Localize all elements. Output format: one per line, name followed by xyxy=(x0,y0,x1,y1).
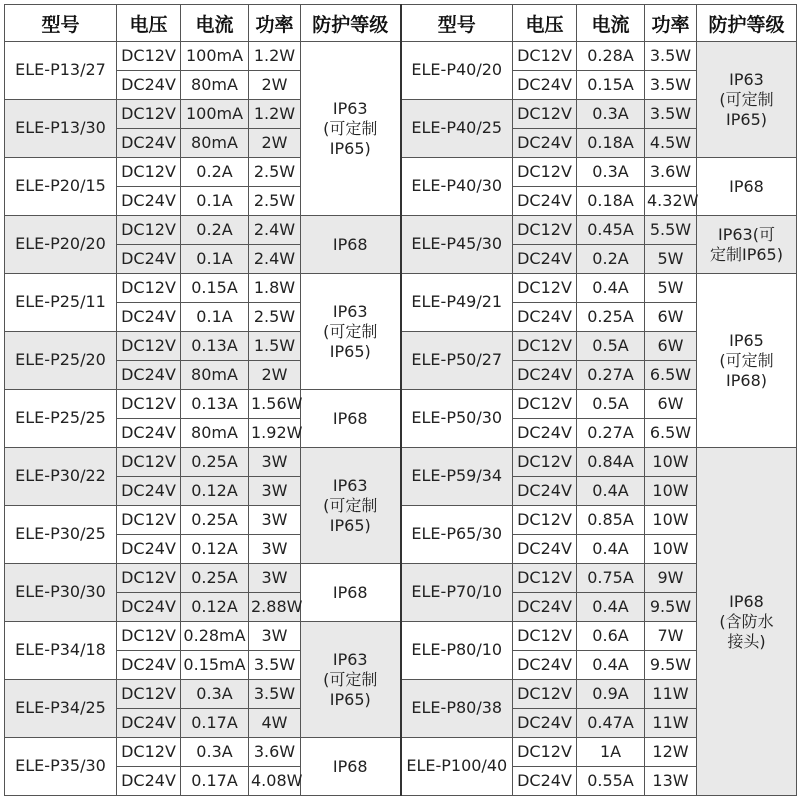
voltage-cell: DC24V xyxy=(513,709,577,738)
protection-cell xyxy=(697,42,797,158)
power-cell: 3.5W xyxy=(249,680,301,709)
power-cell: 5W xyxy=(645,274,697,303)
protection-cell xyxy=(697,448,797,796)
voltage-cell: DC12V xyxy=(117,622,181,651)
voltage-cell: DC24V xyxy=(117,303,181,332)
power-cell: 13W xyxy=(645,767,697,796)
protection-header: 防护等级 xyxy=(301,5,401,42)
voltage-cell: DC24V xyxy=(513,129,577,158)
voltage-cell: DC12V xyxy=(513,158,577,187)
table-row xyxy=(5,506,797,535)
power-cell: 2W xyxy=(249,129,301,158)
voltage-cell: DC24V xyxy=(117,245,181,274)
power-cell: 2.5W xyxy=(249,158,301,187)
voltage-cell: DC24V xyxy=(513,71,577,100)
protection-line: IP63 xyxy=(332,301,368,321)
power-cell: 3W xyxy=(249,477,301,506)
header-row xyxy=(5,5,797,42)
protection-line: 接头) xyxy=(727,631,766,651)
current-cell: 0.4A xyxy=(577,651,645,680)
power-cell: 1.8W xyxy=(249,274,301,303)
power-cell: 1.2W xyxy=(249,100,301,129)
model-header: 型号 xyxy=(401,5,513,42)
voltage-cell: DC24V xyxy=(117,187,181,216)
current-cell: 0.45A xyxy=(577,216,645,245)
protection-line: (可定制 xyxy=(323,669,378,689)
power-cell: 3.6W xyxy=(249,738,301,767)
current-cell: 1A xyxy=(577,738,645,767)
power-cell: 4.32W xyxy=(645,187,697,216)
current-cell: 0.75A xyxy=(577,564,645,593)
voltage-cell: DC12V xyxy=(513,390,577,419)
power-cell: 2.5W xyxy=(249,303,301,332)
power-cell: 6W xyxy=(645,332,697,361)
power-cell: 5W xyxy=(645,245,697,274)
power-cell: 11W xyxy=(645,680,697,709)
current-cell: 0.85A xyxy=(577,506,645,535)
current-cell: 0.18A xyxy=(577,187,645,216)
model-cell: ELE-P34/18 xyxy=(5,622,117,680)
protection-line: (可定制 xyxy=(719,89,774,109)
voltage-cell: DC12V xyxy=(117,332,181,361)
model-cell: ELE-P13/27 xyxy=(5,42,117,100)
power-cell: 6W xyxy=(645,390,697,419)
voltage-cell: DC24V xyxy=(117,651,181,680)
voltage-cell: DC12V xyxy=(513,42,577,71)
power-header: 功率 xyxy=(249,5,301,42)
power-cell: 4.08W xyxy=(249,767,301,796)
power-cell: 3W xyxy=(249,506,301,535)
voltage-cell: DC12V xyxy=(513,274,577,303)
table-row xyxy=(5,274,797,303)
current-cell: 0.1A xyxy=(181,245,249,274)
current-cell: 0.4A xyxy=(577,477,645,506)
voltage-cell: DC24V xyxy=(117,593,181,622)
power-cell: 6.5W xyxy=(645,361,697,390)
current-cell: 80mA xyxy=(181,419,249,448)
current-cell: 0.12A xyxy=(181,535,249,564)
voltage-cell: DC24V xyxy=(513,767,577,796)
model-cell: ELE-P30/22 xyxy=(5,448,117,506)
power-cell: 3.5W xyxy=(645,42,697,71)
current-cell: 0.13A xyxy=(181,390,249,419)
current-cell: 0.3A xyxy=(577,158,645,187)
current-cell: 0.55A xyxy=(577,767,645,796)
current-cell: 0.3A xyxy=(577,100,645,129)
table-row xyxy=(5,42,797,71)
protection-line: IP68 xyxy=(332,582,368,602)
current-cell: 0.28A xyxy=(577,42,645,71)
power-cell: 6W xyxy=(645,303,697,332)
protection-line: (可定制 xyxy=(323,321,378,341)
current-cell: 0.17A xyxy=(181,767,249,796)
power-cell: 1.56W xyxy=(249,390,301,419)
power-cell: 7W xyxy=(645,622,697,651)
model-cell: ELE-P34/25 xyxy=(5,680,117,738)
table-row xyxy=(5,390,797,419)
power-cell: 10W xyxy=(645,506,697,535)
voltage-cell: DC12V xyxy=(117,42,181,71)
power-cell: 5.5W xyxy=(645,216,697,245)
protection-cell xyxy=(301,216,401,274)
voltage-cell: DC12V xyxy=(117,448,181,477)
protection-line: IP68 xyxy=(332,408,368,428)
protection-cell xyxy=(301,738,401,796)
current-cell: 0.27A xyxy=(577,419,645,448)
voltage-cell: DC24V xyxy=(513,593,577,622)
voltage-header: 电压 xyxy=(117,5,181,42)
protection-cell xyxy=(301,448,401,564)
power-cell: 1.5W xyxy=(249,332,301,361)
table-row xyxy=(5,448,797,477)
voltage-cell: DC12V xyxy=(117,100,181,129)
current-cell: 0.27A xyxy=(577,361,645,390)
current-cell: 0.12A xyxy=(181,477,249,506)
model-cell: ELE-P40/30 xyxy=(401,158,513,216)
model-cell: ELE-P50/30 xyxy=(401,390,513,448)
protection-line: IP65) xyxy=(329,138,371,158)
power-cell: 2W xyxy=(249,361,301,390)
current-cell: 0.28mA xyxy=(181,622,249,651)
current-cell: 0.84A xyxy=(577,448,645,477)
model-cell: ELE-P35/30 xyxy=(5,738,117,796)
current-cell: 80mA xyxy=(181,129,249,158)
voltage-cell: DC12V xyxy=(513,216,577,245)
current-cell: 80mA xyxy=(181,71,249,100)
model-cell: ELE-P40/20 xyxy=(401,42,513,100)
protection-line: IP63 xyxy=(729,69,764,89)
protection-line: IP68 xyxy=(729,176,764,196)
voltage-cell: DC24V xyxy=(513,361,577,390)
voltage-cell: DC24V xyxy=(117,477,181,506)
table-row xyxy=(5,680,797,709)
protection-line: IP65) xyxy=(329,341,371,361)
table-row xyxy=(5,738,797,767)
model-cell: ELE-P40/25 xyxy=(401,100,513,158)
current-cell: 0.2A xyxy=(181,158,249,187)
current-cell: 0.13A xyxy=(181,332,249,361)
protection-cell xyxy=(301,622,401,738)
protection-cell xyxy=(301,564,401,622)
table-body xyxy=(5,42,797,796)
power-cell: 4W xyxy=(249,709,301,738)
current-cell: 0.1A xyxy=(181,303,249,332)
voltage-cell: DC12V xyxy=(513,680,577,709)
power-cell: 11W xyxy=(645,709,697,738)
power-cell: 10W xyxy=(645,448,697,477)
model-cell: ELE-P45/30 xyxy=(401,216,513,274)
power-cell: 4.5W xyxy=(645,129,697,158)
power-cell: 1.2W xyxy=(249,42,301,71)
power-cell: 3W xyxy=(249,622,301,651)
current-cell: 100mA xyxy=(181,100,249,129)
model-cell: ELE-P20/15 xyxy=(5,158,117,216)
model-cell: ELE-P50/27 xyxy=(401,332,513,390)
current-cell: 0.15A xyxy=(577,71,645,100)
power-cell: 9.5W xyxy=(645,593,697,622)
model-cell: ELE-P25/20 xyxy=(5,332,117,390)
current-cell: 0.5A xyxy=(577,332,645,361)
protection-line: IP65) xyxy=(329,689,371,709)
model-cell: ELE-P49/21 xyxy=(401,274,513,332)
protection-line: IP68 xyxy=(332,756,368,776)
protection-cell xyxy=(301,42,401,216)
current-cell: 0.2A xyxy=(181,216,249,245)
current-cell: 0.25A xyxy=(577,303,645,332)
current-cell: 100mA xyxy=(181,42,249,71)
protection-line: (可定制 xyxy=(323,118,378,138)
voltage-cell: DC24V xyxy=(513,535,577,564)
power-cell: 3W xyxy=(249,535,301,564)
power-cell: 2W xyxy=(249,71,301,100)
model-cell: ELE-P59/34 xyxy=(401,448,513,506)
model-cell: ELE-P30/25 xyxy=(5,506,117,564)
current-cell: 0.25A xyxy=(181,564,249,593)
current-header: 电流 xyxy=(181,5,249,42)
voltage-header: 电压 xyxy=(513,5,577,42)
protection-line: IP68) xyxy=(726,370,767,390)
current-cell: 0.4A xyxy=(577,593,645,622)
voltage-cell: DC24V xyxy=(513,187,577,216)
table-row xyxy=(5,622,797,651)
model-cell: ELE-P80/38 xyxy=(401,680,513,738)
power-cell: 2.4W xyxy=(249,216,301,245)
voltage-cell: DC24V xyxy=(117,419,181,448)
voltage-cell: DC12V xyxy=(513,448,577,477)
table-row xyxy=(5,564,797,593)
model-cell: ELE-P80/10 xyxy=(401,622,513,680)
current-cell: 80mA xyxy=(181,361,249,390)
protection-line: IP65) xyxy=(329,515,371,535)
protection-line: (可定制 xyxy=(719,350,774,370)
current-cell: 0.15mA xyxy=(181,651,249,680)
model-cell: ELE-P100/40 xyxy=(401,738,513,796)
current-cell: 0.6A xyxy=(577,622,645,651)
spec-table xyxy=(4,4,797,796)
current-cell: 0.4A xyxy=(577,535,645,564)
model-cell: ELE-P13/30 xyxy=(5,100,117,158)
protection-cell xyxy=(301,390,401,448)
current-cell: 0.3A xyxy=(181,738,249,767)
voltage-cell: DC12V xyxy=(117,506,181,535)
protection-cell xyxy=(301,274,401,390)
power-cell: 6.5W xyxy=(645,419,697,448)
power-cell: 2.4W xyxy=(249,245,301,274)
current-cell: 0.17A xyxy=(181,709,249,738)
voltage-cell: DC24V xyxy=(117,535,181,564)
power-cell: 3.6W xyxy=(645,158,697,187)
protection-line: IP68 xyxy=(729,591,764,611)
protection-line: IP63 xyxy=(332,475,368,495)
power-cell: 2.5W xyxy=(249,187,301,216)
power-cell: 3W xyxy=(249,564,301,593)
table-row xyxy=(5,100,797,129)
power-cell: 3.5W xyxy=(249,651,301,680)
protection-line: IP63 xyxy=(332,649,368,669)
voltage-cell: DC24V xyxy=(117,709,181,738)
current-cell: 0.5A xyxy=(577,390,645,419)
power-cell: 1.92W xyxy=(249,419,301,448)
protection-header: 防护等级 xyxy=(697,5,797,42)
current-cell: 0.18A xyxy=(577,129,645,158)
voltage-cell: DC12V xyxy=(513,738,577,767)
table-row xyxy=(5,216,797,245)
model-cell: ELE-P20/20 xyxy=(5,216,117,274)
power-cell: 2.88W xyxy=(249,593,301,622)
current-cell: 0.25A xyxy=(181,506,249,535)
protection-line: (含防水 xyxy=(719,611,774,631)
voltage-cell: DC12V xyxy=(117,274,181,303)
protection-cell xyxy=(697,216,797,274)
voltage-cell: DC24V xyxy=(117,361,181,390)
voltage-cell: DC12V xyxy=(117,158,181,187)
protection-line: IP65 xyxy=(729,330,764,350)
power-cell: 3.5W xyxy=(645,71,697,100)
current-cell: 0.15A xyxy=(181,274,249,303)
model-cell: ELE-P65/30 xyxy=(401,506,513,564)
current-cell: 0.12A xyxy=(181,593,249,622)
protection-line: IP68 xyxy=(332,234,368,254)
voltage-cell: DC24V xyxy=(117,129,181,158)
voltage-cell: DC12V xyxy=(513,506,577,535)
power-header: 功率 xyxy=(645,5,697,42)
voltage-cell: DC12V xyxy=(513,622,577,651)
current-cell: 0.47A xyxy=(577,709,645,738)
power-cell: 9W xyxy=(645,564,697,593)
power-cell: 10W xyxy=(645,477,697,506)
model-cell: ELE-P30/30 xyxy=(5,564,117,622)
current-cell: 0.25A xyxy=(181,448,249,477)
protection-cell xyxy=(697,158,797,216)
power-cell: 3W xyxy=(249,448,301,477)
power-cell: 3.5W xyxy=(645,100,697,129)
voltage-cell: DC12V xyxy=(117,738,181,767)
protection-line: IP63 xyxy=(332,98,368,118)
model-cell: ELE-P25/25 xyxy=(5,390,117,448)
current-header: 电流 xyxy=(577,5,645,42)
table-row xyxy=(5,332,797,361)
power-cell: 9.5W xyxy=(645,651,697,680)
voltage-cell: DC24V xyxy=(513,245,577,274)
model-cell: ELE-P70/10 xyxy=(401,564,513,622)
current-cell: 0.4A xyxy=(577,274,645,303)
voltage-cell: DC12V xyxy=(117,680,181,709)
current-cell: 0.3A xyxy=(181,680,249,709)
voltage-cell: DC24V xyxy=(117,767,181,796)
power-cell: 12W xyxy=(645,738,697,767)
voltage-cell: DC24V xyxy=(117,71,181,100)
voltage-cell: DC24V xyxy=(513,419,577,448)
power-cell: 10W xyxy=(645,535,697,564)
voltage-cell: DC12V xyxy=(513,564,577,593)
protection-line: IP63(可 xyxy=(718,224,775,244)
voltage-cell: DC12V xyxy=(117,390,181,419)
voltage-cell: DC12V xyxy=(117,564,181,593)
voltage-cell: DC12V xyxy=(513,332,577,361)
protection-line: 定制IP65) xyxy=(710,244,783,264)
current-cell: 0.2A xyxy=(577,245,645,274)
protection-line: IP65) xyxy=(726,109,767,129)
protection-cell xyxy=(697,274,797,448)
voltage-cell: DC24V xyxy=(513,477,577,506)
voltage-cell: DC24V xyxy=(513,303,577,332)
voltage-cell: DC24V xyxy=(513,651,577,680)
current-cell: 0.1A xyxy=(181,187,249,216)
model-cell: ELE-P25/11 xyxy=(5,274,117,332)
table-row xyxy=(5,158,797,187)
voltage-cell: DC12V xyxy=(513,100,577,129)
current-cell: 0.9A xyxy=(577,680,645,709)
protection-line: (可定制 xyxy=(323,495,378,515)
model-header: 型号 xyxy=(5,5,117,42)
voltage-cell: DC12V xyxy=(117,216,181,245)
